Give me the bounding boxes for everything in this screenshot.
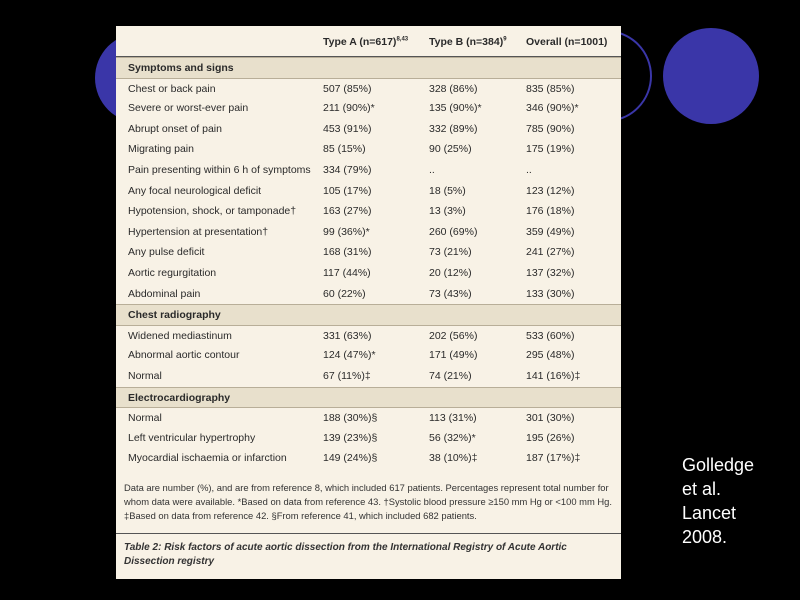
row-value: 334 (79%) bbox=[323, 164, 372, 176]
row-value: 507 (85%) bbox=[323, 82, 372, 95]
table-row bbox=[116, 242, 621, 263]
row-value: 175 (19%) bbox=[526, 143, 575, 156]
row-value: 149 (24%)§ bbox=[323, 452, 378, 465]
row-value: 20 (12%) bbox=[429, 267, 472, 279]
row-label: Abnormal aortic contour bbox=[128, 349, 240, 362]
row-label: Any focal neurological deficit bbox=[128, 184, 262, 197]
section-header bbox=[116, 387, 621, 408]
table-row bbox=[116, 366, 621, 387]
row-value: 211 (90%)* bbox=[323, 102, 375, 115]
table-row bbox=[116, 78, 621, 99]
row-label: Aortic regurgitation bbox=[128, 267, 217, 279]
row-value: 301 (30%) bbox=[526, 412, 575, 425]
row-value: 785 (90%) bbox=[526, 122, 575, 135]
header-type-b: Type B (n=384)$^9$ bbox=[429, 36, 507, 48]
row-value: 124 (47%)* bbox=[323, 349, 376, 362]
row-value: 135 (90%)* bbox=[429, 102, 482, 115]
row-value: 123 (12%) bbox=[526, 184, 575, 197]
row-label: Widened mediastinum bbox=[128, 329, 232, 342]
table-image-panel bbox=[116, 26, 621, 579]
row-value: 168 (31%) bbox=[323, 246, 372, 259]
citation-text bbox=[682, 453, 792, 549]
table-caption: Table 2: Risk factors of acute aortic dissection from the International Registry of Acute Aortic Dissection registry bbox=[124, 542, 567, 567]
row-label: Pain presenting within 6 h of symptoms bbox=[128, 164, 311, 176]
row-label: Left ventricular hypertrophy bbox=[128, 431, 256, 444]
row-label: Chest or back pain bbox=[128, 82, 216, 95]
row-label: Migrating pain bbox=[128, 143, 194, 156]
table-row bbox=[116, 222, 621, 243]
row-value: 85 (15%) bbox=[323, 143, 366, 156]
table-footnote: Data are number (%), and are from reference 8, which included 617 patients. Percentages represent total number for whom data were available. *Based on data from reference 43. †Systolic blood pressure ≥150 mm Hg or <100 mm Hg. ‡Based on data from reference 42. §From reference 41, which included 682 patients. bbox=[124, 482, 612, 521]
header-type-a: Type A (n=617)$^{8,43}$ bbox=[323, 36, 409, 48]
row-value: .. bbox=[526, 164, 532, 176]
row-value: 295 (48%) bbox=[526, 349, 575, 362]
row-value: 113 (31%) bbox=[429, 412, 477, 425]
row-label: Abdominal pain bbox=[128, 287, 201, 300]
table-row bbox=[116, 98, 621, 119]
row-label: Normal bbox=[128, 370, 162, 382]
table-row bbox=[116, 407, 621, 428]
row-value: 187 (17%)‡ bbox=[526, 452, 581, 465]
row-value: 141 (16%)‡ bbox=[526, 370, 581, 382]
citation-line: et al. bbox=[682, 479, 722, 499]
row-value: 18 (5%) bbox=[429, 184, 466, 197]
row-value: .. bbox=[429, 164, 435, 176]
row-label: Any pulse deficit bbox=[128, 246, 205, 259]
decorative-circle-right bbox=[663, 28, 759, 124]
row-value: 133 (30%) bbox=[526, 287, 575, 300]
row-value: 163 (27%) bbox=[323, 205, 372, 218]
row-value: 241 (27%) bbox=[526, 246, 575, 259]
section-header bbox=[116, 57, 621, 78]
row-value: 328 (86%) bbox=[429, 82, 478, 95]
row-value: 346 (90%)* bbox=[526, 102, 579, 115]
table-row bbox=[116, 181, 621, 202]
table-row bbox=[116, 284, 621, 305]
section-title: Electrocardiography bbox=[128, 391, 231, 404]
row-value: 60 (22%) bbox=[323, 287, 366, 300]
row-value: 835 (85%) bbox=[526, 82, 575, 95]
row-value: 533 (60%) bbox=[526, 329, 575, 342]
row-value: 195 (26%) bbox=[526, 431, 575, 444]
row-label: Myocardial ischaemia or infarction bbox=[128, 452, 287, 465]
row-value: 453 (91%) bbox=[323, 122, 372, 135]
row-value: 13 (3%) bbox=[429, 205, 466, 218]
row-value: 99 (36%)* bbox=[323, 225, 370, 238]
row-value: 73 (21%) bbox=[429, 246, 472, 259]
row-value: 73 (43%) bbox=[429, 287, 472, 300]
table-header-row bbox=[116, 26, 621, 56]
citation-line: Lancet bbox=[682, 503, 737, 523]
row-value: 137 (32%) bbox=[526, 267, 575, 279]
row-value: 202 (56%) bbox=[429, 329, 478, 342]
section-header bbox=[116, 304, 621, 325]
row-value: 67 (11%)‡ bbox=[323, 370, 371, 382]
section-title: Symptoms and signs bbox=[128, 62, 234, 74]
row-value: 139 (23%)§ bbox=[323, 431, 378, 444]
table-row bbox=[116, 119, 621, 140]
row-value: 332 (89%) bbox=[429, 122, 478, 135]
row-label: Hypotension, shock, or tamponade† bbox=[128, 205, 297, 218]
table-row bbox=[116, 448, 621, 469]
caption-divider bbox=[116, 533, 621, 534]
row-label: Severe or worst-ever pain bbox=[128, 102, 249, 115]
table-row bbox=[116, 160, 621, 181]
row-value: 56 (32%)* bbox=[429, 431, 476, 444]
row-label: Normal bbox=[128, 412, 162, 425]
citation-line: Golledge bbox=[682, 455, 755, 475]
citation-line: 2008. bbox=[682, 527, 728, 547]
row-label: Abrupt onset of pain bbox=[128, 122, 222, 135]
table-row bbox=[116, 201, 621, 222]
row-value: 188 (30%)§ bbox=[323, 412, 378, 425]
table-row bbox=[116, 428, 621, 449]
table-row bbox=[116, 345, 621, 366]
row-label: Hypertension at presentation† bbox=[128, 225, 269, 238]
row-value: 171 (49%) bbox=[429, 349, 478, 362]
row-value: 74 (21%) bbox=[429, 370, 472, 382]
row-value: 38 (10%)‡ bbox=[429, 452, 478, 465]
row-value: 176 (18%) bbox=[526, 205, 575, 218]
table-row bbox=[116, 139, 621, 160]
row-value: 117 (44%) bbox=[323, 267, 371, 279]
row-value: 90 (25%) bbox=[429, 143, 472, 156]
row-value: 359 (49%) bbox=[526, 225, 575, 238]
table-row bbox=[116, 263, 621, 284]
row-value: 260 (69%) bbox=[429, 225, 478, 238]
table-row bbox=[116, 325, 621, 346]
header-overall: Overall (n=1001) bbox=[526, 36, 608, 48]
row-value: 105 (17%) bbox=[323, 184, 372, 197]
section-title: Chest radiography bbox=[128, 309, 221, 322]
row-value: 331 (63%) bbox=[323, 329, 372, 342]
